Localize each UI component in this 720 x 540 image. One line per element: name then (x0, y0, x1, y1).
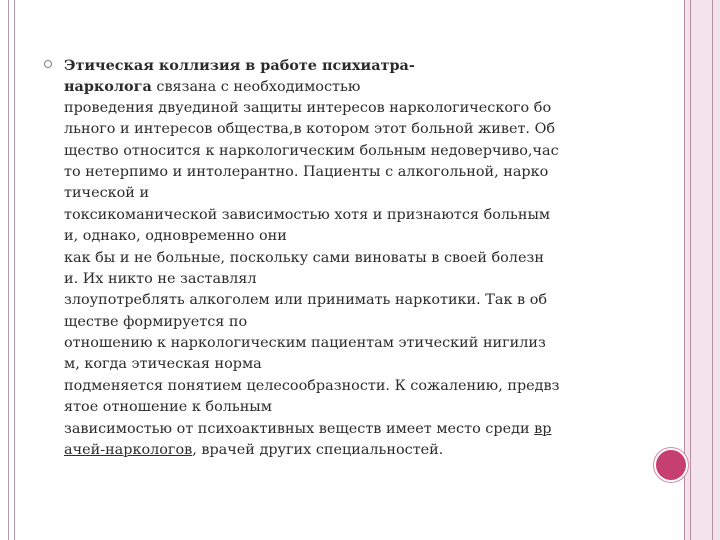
heading-line: Этическая коллизия в работе психиатра- (64, 57, 415, 74)
body-line-second-last (64, 419, 624, 440)
bullet-circle-icon (44, 60, 52, 68)
body-line: щество относится к наркологическим больным недоверчиво,час (64, 142, 559, 159)
body-line: ществе формируется по (64, 313, 248, 330)
body-text: , врачей других специальностей. (192, 442, 444, 459)
body-line: злоупотреблять алкоголем или принимать наркотики. Так в об (64, 292, 548, 309)
body-line: проведения двуединой защиты интересов наркологического бо (64, 99, 552, 116)
body-line: тической и (64, 185, 150, 202)
body-line: то нетерпимо и интолерантно. Пациенты с алкогольной, нарко (64, 163, 549, 180)
heading-rest: связана с необходимостью (151, 79, 361, 96)
body-line: отношению к наркологическим пациентам этический нигилиз (64, 335, 546, 352)
hyperlink-text[interactable]: вр (534, 420, 552, 437)
body-line: подменяется понятием целесообразности. К сожалению, предвз (64, 377, 560, 394)
heading-bold: нарколога (64, 78, 152, 96)
body-line-last (64, 440, 624, 461)
heading-line-2 (64, 76, 624, 97)
body-line: как бы и не больные, поскольку сами виноваты в своей болезн (64, 249, 544, 266)
body-line: м, когда этическая норма (64, 356, 262, 373)
body-line: ятое отношение к больным (64, 399, 272, 416)
hyperlink-text[interactable]: ачей-наркологов (64, 442, 193, 459)
right-border-line (712, 0, 713, 540)
right-border-line (690, 0, 691, 540)
body-text: зависимостью от психоактивных веществ имеет место среди (64, 420, 535, 437)
left-border-line (8, 0, 9, 540)
body-line: и. Их никто не заставлял (64, 270, 257, 287)
body-line: льного и интересов общества,в котором этот больной живет. Об (64, 121, 556, 138)
slide-text (64, 55, 624, 461)
body-line: токсикоманической зависимостью хотя и признаются больным (64, 206, 551, 223)
body-line: и, однако, одновременно они (64, 228, 287, 245)
left-border-line (14, 0, 15, 540)
decorative-circle-icon (656, 450, 686, 480)
